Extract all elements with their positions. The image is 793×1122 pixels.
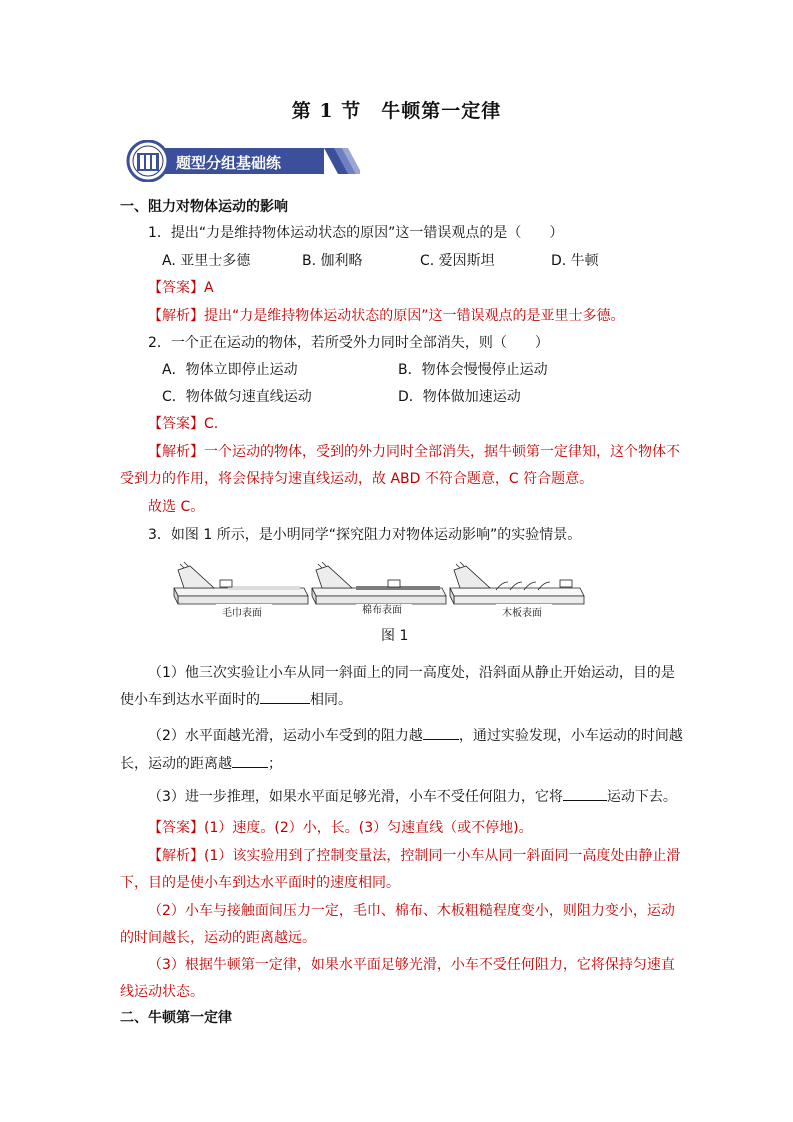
option-d: D．物体做加速运动 <box>398 389 521 405</box>
answer-line <box>148 817 533 837</box>
analysis-text: 提出“力是维持物体运动状态的原因”这一错误观点的是亚里士多德。 <box>204 308 625 324</box>
analysis-text: (1）该实验用到了控制变量法，控制同一小车从同一斜面同一高度处由静止滑 <box>204 848 681 864</box>
sub-question-text: ； <box>268 756 282 772</box>
banner-label: 题型分组基础练 <box>176 154 282 172</box>
answer-line <box>148 413 218 433</box>
analysis-line <box>148 305 625 325</box>
analysis-tag: 【解析】 <box>148 444 204 460</box>
analysis-line-5: （3）根据牛顿第一定律，如果水平面足够光滑，小车不受任何阻力，它将保持匀速直 <box>148 957 675 973</box>
figure-caption: 图 1 <box>381 628 409 644</box>
sub-question-text: 使小车到达水平面时的 <box>120 692 260 708</box>
option-b: B. 伽利略 <box>302 253 363 269</box>
analysis-conclusion: 故选 C。 <box>148 499 205 515</box>
answer-blank[interactable] <box>423 725 459 740</box>
question-stem: 2．一个正在运动的物体，若所受外力同时全部消失，则（ ） <box>148 335 549 351</box>
analysis-tag: 【解析】 <box>148 308 204 324</box>
option-c: C．物体做匀速直线运动 <box>162 389 312 405</box>
analysis-line-4: 的时间越长，运动的距离越远。 <box>120 930 316 946</box>
answer-blank[interactable] <box>260 689 310 704</box>
figure-panel-towel <box>174 562 308 604</box>
sub-question-text: 运动下去。 <box>606 789 677 805</box>
figure-panel-cotton <box>312 562 446 604</box>
analysis-line-6: 线运动状态。 <box>120 984 204 1000</box>
answer-line <box>148 277 214 297</box>
question-stem: 1．提出“力是维持物体运动状态的原因”这一错误观点的是（ ） <box>148 225 564 241</box>
analysis-line-2: 下，目的是使小车到达水平面时的速度相同。 <box>120 875 400 891</box>
sub-question-2-line-1 <box>148 725 683 745</box>
figure-label-cotton: 棉布表面 <box>362 605 402 616</box>
book-icon <box>134 150 162 174</box>
analysis-text: 一个运动的物体，受到的外力同时全部消失，据牛顿第一定律知，这个物体不 <box>204 444 680 460</box>
sub-question-1-line-1: （1）他三次实验让小车从同一斜面上的同一高度处，沿斜面从静止开始运动，目的是 <box>148 665 675 681</box>
answer-text: A <box>204 280 214 296</box>
sub-question-text: ，通过实验发现，小车运动的时间越 <box>458 728 683 744</box>
analysis-line-1 <box>148 441 680 461</box>
analysis-line-1 <box>148 845 680 865</box>
sub-question-3 <box>148 786 677 806</box>
option-a: A．物体立即停止运动 <box>162 362 298 378</box>
option-d: D. 牛顿 <box>551 253 599 269</box>
figure-label-wood: 木板表面 <box>502 608 542 619</box>
section-heading: 二、牛顿第一定律 <box>120 1010 232 1026</box>
analysis-tag: 【解析】 <box>148 848 204 864</box>
answer-text: (1）速度。(2）小，长。(3）匀速直线（或不停地)。 <box>204 820 533 836</box>
page-title: 第 1 节 牛顿第一定律 <box>291 100 502 122</box>
sub-question-text: （3）进一步推理，如果水平面足够光滑，小车不受任何阻力，它将 <box>148 789 563 805</box>
answer-tag: 【答案】 <box>148 820 204 836</box>
sub-question-1-line-2 <box>120 689 352 709</box>
sub-question-text: 相同。 <box>310 692 352 708</box>
option-a: A. 亚里士多德 <box>162 253 251 269</box>
option-b: B．物体会慢慢停止运动 <box>398 362 548 378</box>
question-stem: 3．如图 1 所示，是小明同学“探究阻力对物体运动影响”的实验情景。 <box>148 527 582 543</box>
analysis-line-3: （2）小车与接触面间压力一定，毛巾、棉布、木板粗糙程度变小，则阻力变小，运动 <box>148 903 675 919</box>
sub-question-text: 长，运动的距离越 <box>120 756 232 772</box>
option-c: C. 爱因斯坦 <box>420 253 495 269</box>
answer-blank[interactable] <box>563 786 607 801</box>
answer-text: C. <box>204 416 219 432</box>
answer-tag: 【答案】 <box>148 416 204 432</box>
figure-panel-wood <box>450 562 584 604</box>
section-heading: 一、阻力对物体运动的影响 <box>120 199 288 215</box>
answer-blank[interactable] <box>232 753 268 768</box>
answer-tag: 【答案】 <box>148 280 204 296</box>
sub-question-text: （2）水平面越光滑，运动小车受到的阻力越 <box>148 728 423 744</box>
analysis-line-2: 受到力的作用，将会保持匀速直线运动，故 ABD 不符合题意，C 符合题意。 <box>120 471 594 487</box>
figure-label-towel: 毛巾表面 <box>222 608 262 619</box>
sub-question-2-line-2 <box>120 753 282 773</box>
